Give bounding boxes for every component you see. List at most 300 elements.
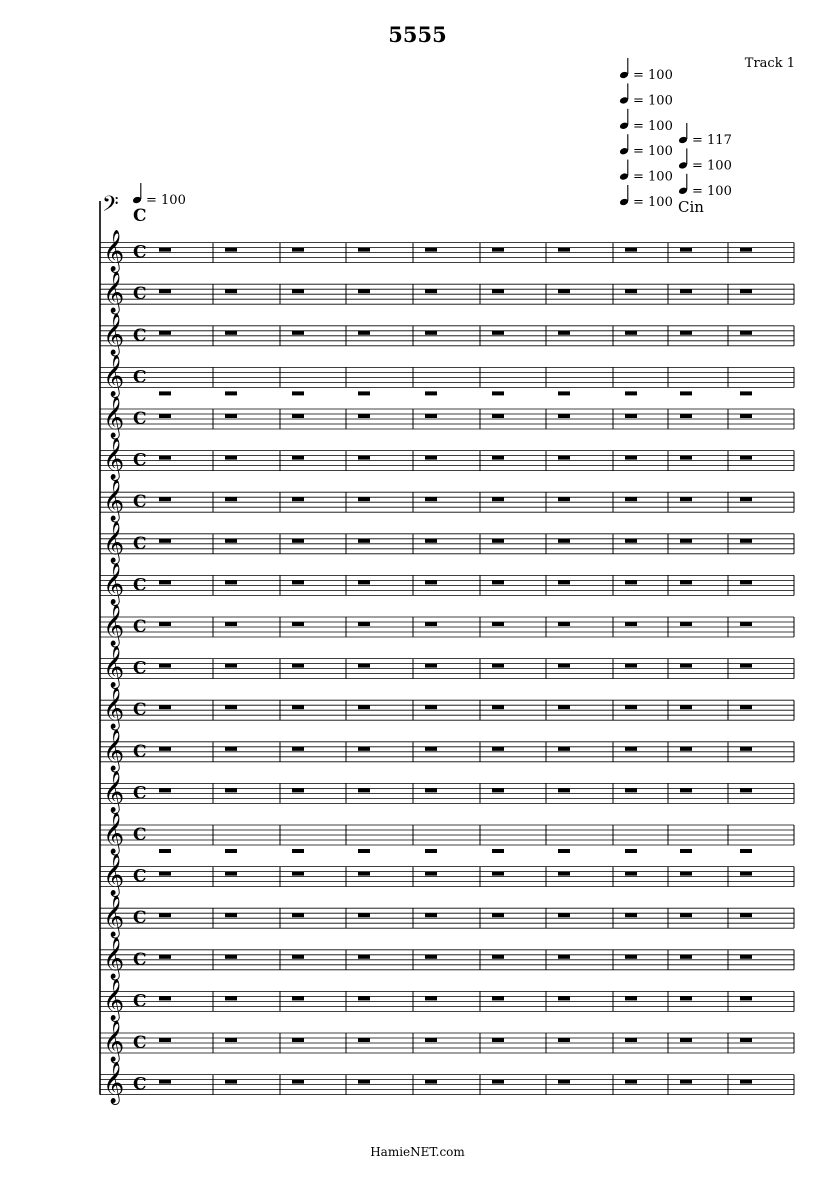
whole-rest xyxy=(159,580,171,584)
whole-rest xyxy=(159,497,171,501)
whole-rest xyxy=(292,955,304,959)
time-signature: C xyxy=(133,533,147,554)
whole-rest xyxy=(425,872,437,876)
whole-rest xyxy=(425,955,437,959)
whole-rest xyxy=(358,705,370,709)
whole-rest xyxy=(558,580,570,584)
tempo-text: = 100 xyxy=(633,93,673,109)
whole-rest xyxy=(625,580,637,584)
tempo-left-4 xyxy=(619,160,673,185)
tempo-text: = 100 xyxy=(633,195,673,210)
whole-rest xyxy=(625,913,637,917)
staff-1 xyxy=(102,192,147,226)
whole-rest xyxy=(558,872,570,876)
whole-rest xyxy=(492,955,504,959)
staff-19 xyxy=(100,937,794,980)
treble-clef-icon: 𝄞 xyxy=(103,896,125,938)
whole-rest xyxy=(425,456,437,460)
treble-clef-icon: 𝄞 xyxy=(103,563,125,605)
whole-rest xyxy=(292,289,304,293)
time-signature: C xyxy=(133,242,147,263)
treble-clef-icon: 𝄞 xyxy=(103,688,125,730)
whole-rest xyxy=(492,872,504,876)
whole-rest xyxy=(225,913,237,917)
time-signature: C xyxy=(133,206,147,226)
time-signature: C xyxy=(133,450,147,471)
bass-clef-icon: 𝄢 xyxy=(102,192,119,222)
whole-rest xyxy=(292,664,304,668)
whole-rest xyxy=(558,1038,570,1042)
whole-rest xyxy=(425,664,437,668)
whole-rest xyxy=(492,331,504,335)
treble-clef-icon: 𝄞 xyxy=(103,355,125,397)
tempo-text: = 100 xyxy=(692,183,732,199)
whole-rest xyxy=(680,747,692,751)
time-signature: C xyxy=(133,284,147,305)
whole-rest xyxy=(292,622,304,626)
tempo-bass xyxy=(132,183,186,208)
whole-rest xyxy=(292,705,304,709)
whole-rest xyxy=(159,788,171,792)
whole-rest xyxy=(358,849,370,853)
whole-rest xyxy=(492,289,504,293)
treble-clef-icon: 𝄞 xyxy=(103,521,125,563)
whole-rest xyxy=(558,414,570,418)
whole-rest xyxy=(680,580,692,584)
whole-rest xyxy=(292,996,304,1000)
whole-rest xyxy=(558,705,570,709)
time-signature: C xyxy=(133,658,147,679)
whole-rest xyxy=(740,1038,752,1042)
time-signature: C xyxy=(133,492,147,513)
whole-rest xyxy=(492,705,504,709)
time-signature: C xyxy=(133,575,147,596)
whole-rest xyxy=(159,1080,171,1084)
tempo-text: = 100 xyxy=(633,169,673,185)
whole-rest xyxy=(225,289,237,293)
staff-11 xyxy=(100,604,794,647)
whole-rest xyxy=(680,705,692,709)
whole-rest xyxy=(292,331,304,335)
whole-rest xyxy=(292,248,304,252)
whole-rest xyxy=(492,497,504,501)
whole-rest xyxy=(358,1080,370,1084)
whole-rest xyxy=(740,539,752,543)
whole-rest xyxy=(358,747,370,751)
whole-rest xyxy=(425,414,437,418)
whole-rest xyxy=(558,955,570,959)
whole-rest xyxy=(225,414,237,418)
whole-rest xyxy=(625,996,637,1000)
whole-rest xyxy=(292,539,304,543)
staves xyxy=(100,192,794,1105)
time-signature: C xyxy=(133,991,147,1012)
whole-rest xyxy=(425,391,437,395)
whole-rest xyxy=(740,331,752,335)
staff-13 xyxy=(100,687,794,730)
time-signature: C xyxy=(133,908,147,929)
whole-rest xyxy=(740,1080,752,1084)
whole-rest xyxy=(225,955,237,959)
whole-rest xyxy=(225,391,237,395)
whole-rest xyxy=(292,497,304,501)
whole-rest xyxy=(680,664,692,668)
treble-clef-icon: 𝄞 xyxy=(103,937,125,979)
time-signature: C xyxy=(133,325,147,346)
whole-rest xyxy=(625,705,637,709)
whole-rest xyxy=(159,289,171,293)
whole-rest xyxy=(740,580,752,584)
whole-rest xyxy=(492,1080,504,1084)
staff-10 xyxy=(100,562,794,605)
whole-rest xyxy=(425,580,437,584)
whole-rest xyxy=(225,622,237,626)
whole-rest xyxy=(358,456,370,460)
whole-rest xyxy=(492,996,504,1000)
tempo-text: = 100 xyxy=(633,68,673,83)
score-title: 5555 xyxy=(388,22,447,47)
whole-rest xyxy=(740,872,752,876)
whole-rest xyxy=(425,913,437,917)
whole-rest xyxy=(358,788,370,792)
whole-rest xyxy=(625,664,637,668)
whole-rest xyxy=(625,747,637,751)
whole-rest xyxy=(740,456,752,460)
tempo-right-0 xyxy=(678,123,732,148)
whole-rest xyxy=(292,788,304,792)
whole-rest xyxy=(625,497,637,501)
whole-rest xyxy=(492,248,504,252)
whole-rest xyxy=(159,622,171,626)
whole-rest xyxy=(492,456,504,460)
whole-rest xyxy=(358,872,370,876)
whole-rest xyxy=(225,1038,237,1042)
whole-rest xyxy=(740,996,752,1000)
whole-rest xyxy=(292,747,304,751)
whole-rest xyxy=(680,788,692,792)
whole-rest xyxy=(680,1080,692,1084)
whole-rest xyxy=(740,705,752,709)
staff-15 xyxy=(100,770,794,813)
whole-rest xyxy=(625,391,637,395)
whole-rest xyxy=(159,331,171,335)
time-signature: C xyxy=(133,866,147,887)
whole-rest xyxy=(159,872,171,876)
tempo-text: = 100 xyxy=(692,158,732,174)
whole-rest xyxy=(492,913,504,917)
whole-rest xyxy=(358,664,370,668)
treble-clef-icon: 𝄞 xyxy=(103,230,125,272)
treble-clef-icon: 𝄞 xyxy=(103,605,125,646)
whole-rest xyxy=(558,913,570,917)
treble-clef-icon: 𝄞 xyxy=(103,813,125,854)
whole-rest xyxy=(558,497,570,501)
whole-rest xyxy=(625,622,637,626)
whole-rest xyxy=(425,622,437,626)
time-signature: C xyxy=(133,949,147,970)
whole-rest xyxy=(492,747,504,751)
whole-rest xyxy=(159,539,171,543)
tempo-left-1 xyxy=(619,83,673,108)
staff-17 xyxy=(100,854,794,897)
whole-rest xyxy=(425,788,437,792)
whole-rest xyxy=(558,664,570,668)
whole-rest xyxy=(225,705,237,709)
whole-rest xyxy=(740,664,752,668)
whole-rest xyxy=(292,1038,304,1042)
tempo-left-5 xyxy=(619,185,673,210)
whole-rest xyxy=(558,747,570,751)
staff-5 xyxy=(100,354,794,397)
whole-rest xyxy=(292,913,304,917)
whole-rest xyxy=(492,580,504,584)
whole-rest xyxy=(558,289,570,293)
tempo-left-0 xyxy=(619,58,673,83)
staff-9 xyxy=(100,521,794,564)
whole-rest xyxy=(159,705,171,709)
whole-rest xyxy=(680,289,692,293)
whole-rest xyxy=(225,996,237,1000)
time-signature: C xyxy=(133,1033,147,1053)
whole-rest xyxy=(292,1080,304,1084)
whole-rest xyxy=(225,849,237,853)
whole-rest xyxy=(358,391,370,395)
staff-16 xyxy=(100,812,794,855)
whole-rest xyxy=(492,414,504,418)
whole-rest xyxy=(292,414,304,418)
whole-rest xyxy=(425,539,437,543)
whole-rest xyxy=(225,497,237,501)
tempo-left-3 xyxy=(619,134,673,159)
whole-rest xyxy=(425,996,437,1000)
whole-rest xyxy=(625,456,637,460)
whole-rest xyxy=(680,849,692,853)
whole-rest xyxy=(225,1080,237,1084)
whole-rest xyxy=(159,996,171,1000)
whole-rest xyxy=(292,849,304,853)
whole-rest xyxy=(425,248,437,252)
whole-rest xyxy=(159,1038,171,1042)
treble-clef-icon: 𝄞 xyxy=(103,854,125,896)
whole-rest xyxy=(292,580,304,584)
whole-rest xyxy=(358,414,370,418)
whole-rest xyxy=(740,391,752,395)
whole-rest xyxy=(740,497,752,501)
treble-clef-icon: 𝄞 xyxy=(103,1021,125,1062)
whole-rest xyxy=(680,872,692,876)
whole-rest xyxy=(159,955,171,959)
whole-rest xyxy=(225,747,237,751)
whole-rest xyxy=(225,664,237,668)
staff-18 xyxy=(100,895,794,938)
whole-rest xyxy=(740,248,752,252)
time-signature: C xyxy=(133,825,147,845)
staff-22 xyxy=(100,1062,794,1105)
whole-rest xyxy=(740,414,752,418)
whole-rest xyxy=(225,788,237,792)
instrument-label: Cin xyxy=(678,198,704,216)
whole-rest xyxy=(425,1080,437,1084)
whole-rest xyxy=(680,996,692,1000)
whole-rest xyxy=(625,872,637,876)
whole-rest xyxy=(159,391,171,395)
whole-rest xyxy=(358,331,370,335)
treble-clef-icon: 𝄞 xyxy=(103,397,125,438)
time-signature: C xyxy=(133,1074,147,1095)
whole-rest xyxy=(225,539,237,543)
whole-rest xyxy=(625,248,637,252)
tempo-text: = 100 xyxy=(633,118,673,134)
tempo-text: = 100 xyxy=(633,144,673,160)
treble-clef-icon: 𝄞 xyxy=(103,272,125,314)
whole-rest xyxy=(680,331,692,335)
whole-rest xyxy=(492,539,504,543)
tempo-text: = 100 xyxy=(146,193,186,208)
whole-rest xyxy=(625,955,637,959)
whole-rest xyxy=(740,955,752,959)
whole-rest xyxy=(358,913,370,917)
whole-rest xyxy=(292,456,304,460)
whole-rest xyxy=(492,788,504,792)
whole-rest xyxy=(625,1038,637,1042)
tempo-left-2 xyxy=(619,109,673,134)
treble-clef-icon: 𝄞 xyxy=(103,1062,125,1104)
whole-rest xyxy=(625,788,637,792)
whole-rest xyxy=(159,664,171,668)
whole-rest xyxy=(159,414,171,418)
whole-rest xyxy=(740,849,752,853)
whole-rest xyxy=(358,248,370,252)
tempo-text: = 117 xyxy=(692,133,732,148)
tempo-marks xyxy=(132,58,732,210)
whole-rest xyxy=(558,996,570,1000)
whole-rest xyxy=(740,289,752,293)
whole-rest xyxy=(680,622,692,626)
whole-rest xyxy=(625,289,637,293)
whole-rest xyxy=(740,622,752,626)
staff-7 xyxy=(100,438,794,481)
whole-rest xyxy=(680,913,692,917)
treble-clef-icon: 𝄞 xyxy=(103,646,125,688)
whole-rest xyxy=(492,1038,504,1042)
whole-rest xyxy=(625,539,637,543)
staff-6 xyxy=(100,396,794,439)
time-signature: C xyxy=(133,617,147,637)
whole-rest xyxy=(358,497,370,501)
treble-clef-icon: 𝄞 xyxy=(103,771,125,813)
whole-rest xyxy=(492,391,504,395)
whole-rest xyxy=(558,248,570,252)
whole-rest xyxy=(425,705,437,709)
whole-rest xyxy=(625,1080,637,1084)
staff-12 xyxy=(100,646,794,689)
time-signature: C xyxy=(133,367,147,388)
whole-rest xyxy=(740,913,752,917)
whole-rest xyxy=(558,622,570,626)
whole-rest xyxy=(558,331,570,335)
staff-20 xyxy=(100,978,794,1021)
whole-rest xyxy=(425,331,437,335)
whole-rest xyxy=(159,913,171,917)
whole-rest xyxy=(358,1038,370,1042)
whole-rest xyxy=(625,414,637,418)
whole-rest xyxy=(159,456,171,460)
whole-rest xyxy=(558,391,570,395)
treble-clef-icon: 𝄞 xyxy=(103,480,125,522)
whole-rest xyxy=(492,849,504,853)
whole-rest xyxy=(680,248,692,252)
whole-rest xyxy=(558,539,570,543)
time-signature: C xyxy=(133,409,147,429)
whole-rest xyxy=(680,391,692,395)
tempo-right-1 xyxy=(678,148,732,173)
staff-21 xyxy=(100,1020,794,1063)
whole-rest xyxy=(680,1038,692,1042)
whole-rest xyxy=(292,872,304,876)
whole-rest xyxy=(358,289,370,293)
whole-rest xyxy=(292,391,304,395)
whole-rest xyxy=(225,872,237,876)
whole-rest xyxy=(225,580,237,584)
time-signature: C xyxy=(133,783,147,804)
whole-rest xyxy=(558,1080,570,1084)
whole-rest xyxy=(740,747,752,751)
whole-rest xyxy=(159,849,171,853)
whole-rest xyxy=(680,456,692,460)
treble-clef-icon: 𝄞 xyxy=(103,313,125,355)
whole-rest xyxy=(740,788,752,792)
whole-rest xyxy=(680,497,692,501)
time-signature: C xyxy=(133,741,147,762)
whole-rest xyxy=(425,1038,437,1042)
whole-rest xyxy=(159,248,171,252)
composer-label: Track 1 xyxy=(744,56,795,71)
treble-clef-icon: 𝄞 xyxy=(103,979,125,1021)
whole-rest xyxy=(358,580,370,584)
whole-rest xyxy=(225,331,237,335)
whole-rest xyxy=(425,849,437,853)
whole-rest xyxy=(625,849,637,853)
whole-rest xyxy=(425,289,437,293)
whole-rest xyxy=(558,788,570,792)
whole-rest xyxy=(358,955,370,959)
tempo-right-2 xyxy=(678,174,732,199)
staff-14 xyxy=(100,729,794,772)
staff-2 xyxy=(100,230,794,273)
whole-rest xyxy=(680,414,692,418)
whole-rest xyxy=(358,996,370,1000)
whole-rest xyxy=(425,497,437,501)
whole-rest xyxy=(492,664,504,668)
treble-clef-icon: 𝄞 xyxy=(103,729,125,771)
whole-rest xyxy=(225,456,237,460)
treble-clef-icon: 𝄞 xyxy=(103,438,125,480)
time-signature: C xyxy=(133,700,147,721)
staff-8 xyxy=(100,479,794,522)
staff-3 xyxy=(100,271,794,314)
whole-rest xyxy=(680,955,692,959)
whole-rest xyxy=(358,539,370,543)
whole-rest xyxy=(558,456,570,460)
whole-rest xyxy=(159,747,171,751)
whole-rest xyxy=(425,747,437,751)
footer-credit: HamieNET.com xyxy=(370,1145,465,1159)
whole-rest xyxy=(680,539,692,543)
whole-rest xyxy=(492,622,504,626)
whole-rest xyxy=(225,248,237,252)
whole-rest xyxy=(625,331,637,335)
whole-rest xyxy=(358,622,370,626)
